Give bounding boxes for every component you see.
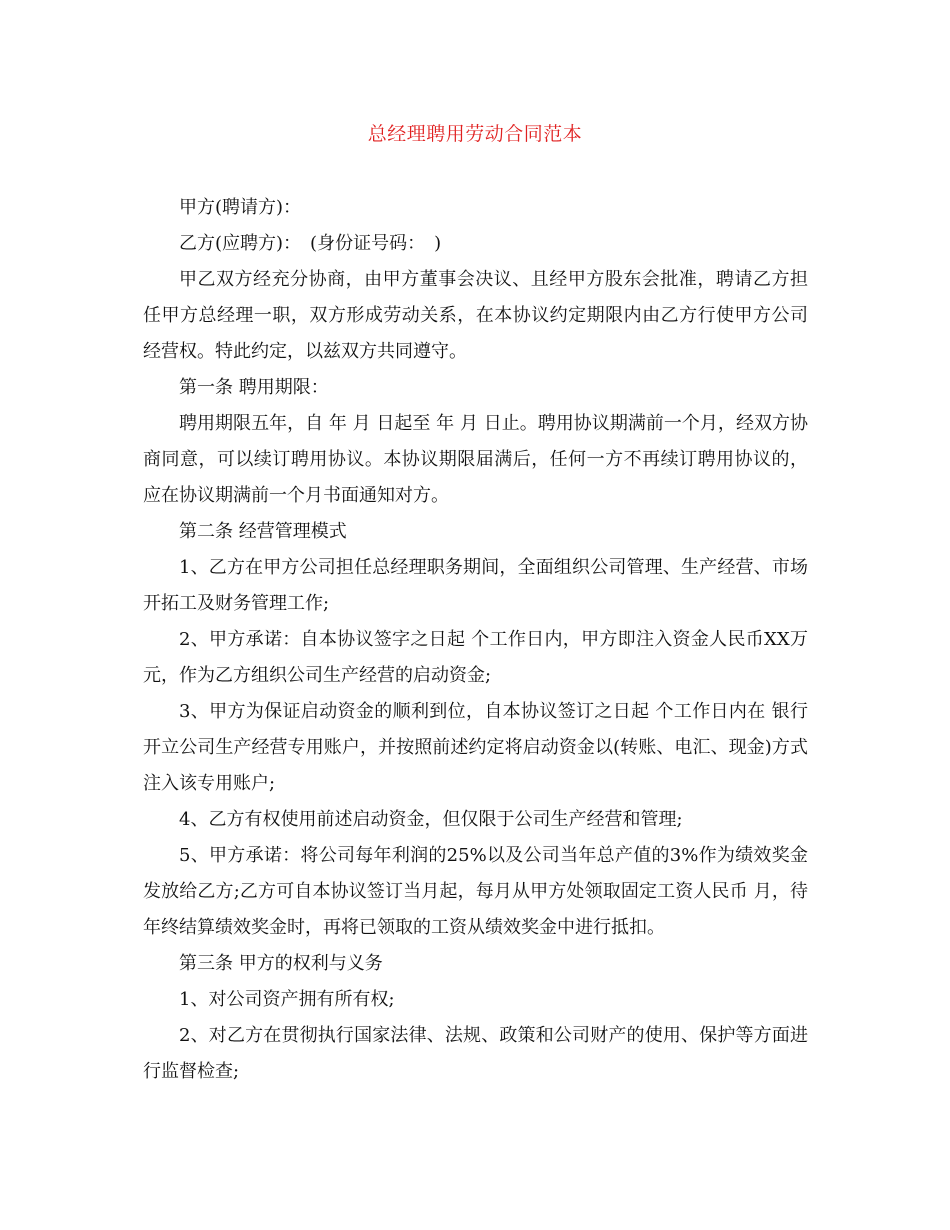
preamble-paragraph: 甲乙双方经充分协商，由甲方董事会决议、且经甲方股东会批准，聘请乙方担任甲方总经理一职，双方形成劳动关系，在本协议约定期限内由乙方行使甲方公司经营权。特此约定，以兹双方共同遵守。 xyxy=(143,269,808,362)
article-2-item-3: 3、甲方为保证启动资金的顺利到位，自本协议签订之日起 个工作日内在 银行开立公司生产经营专用账户，并按照前述约定将启动资金以(转账、电汇、现金)方式注入该专用账户; xyxy=(143,701,808,794)
document-body xyxy=(143,190,808,1090)
article-3-heading: 第三条 甲方的权利与义务 xyxy=(179,953,383,974)
party-b-line: 乙方(应聘方)： (身份证号码： ) xyxy=(179,233,442,254)
article-2-item-4: 4、乙方有权使用前述启动资金，但仅限于公司生产经营和管理; xyxy=(179,809,683,830)
article-1-paragraph: 聘用期限五年，自 年 月 日起至 年 月 日止。聘用协议期满前一个月，经双方协商同意，可以续订聘用协议。本协议期限届满后，任何一方不再续订聘用协议的，应在协议期满前一个月书面通知对方。 xyxy=(143,413,808,506)
article-2-heading: 第二条 经营管理模式 xyxy=(179,521,347,542)
article-3-item-1: 1、对公司资产拥有所有权; xyxy=(179,989,395,1010)
article-2-item-1: 1、乙方在甲方公司担任总经理职务期间，全面组织公司管理、生产经营、市场开拓工及财务管理工作; xyxy=(143,557,808,614)
party-a-line: 甲方(聘请方)： xyxy=(179,197,302,218)
article-1-heading: 第一条 聘用期限： xyxy=(179,377,329,398)
article-2-item-5: 5、甲方承诺：将公司每年利润的25%以及公司当年总产值的3%作为绩效奖金发放给乙方;乙方可自本协议签订当月起，每月从甲方处领取固定工资人民币 月，待年终结算绩效奖金时，再将已领取的工资从绩效奖金中进行抵扣。 xyxy=(143,845,808,938)
document-title: 总经理聘用劳动合同范本 xyxy=(367,123,583,145)
article-2-item-2: 2、甲方承诺：自本协议签字之日起 个工作日内，甲方即注入资金人民币XX万元，作为乙方组织公司生产经营的启动资金; xyxy=(143,629,808,686)
article-3-item-2: 2、对乙方在贯彻执行国家法律、法规、政策和公司财产的使用、保护等方面进行监督检查; xyxy=(143,1025,808,1082)
